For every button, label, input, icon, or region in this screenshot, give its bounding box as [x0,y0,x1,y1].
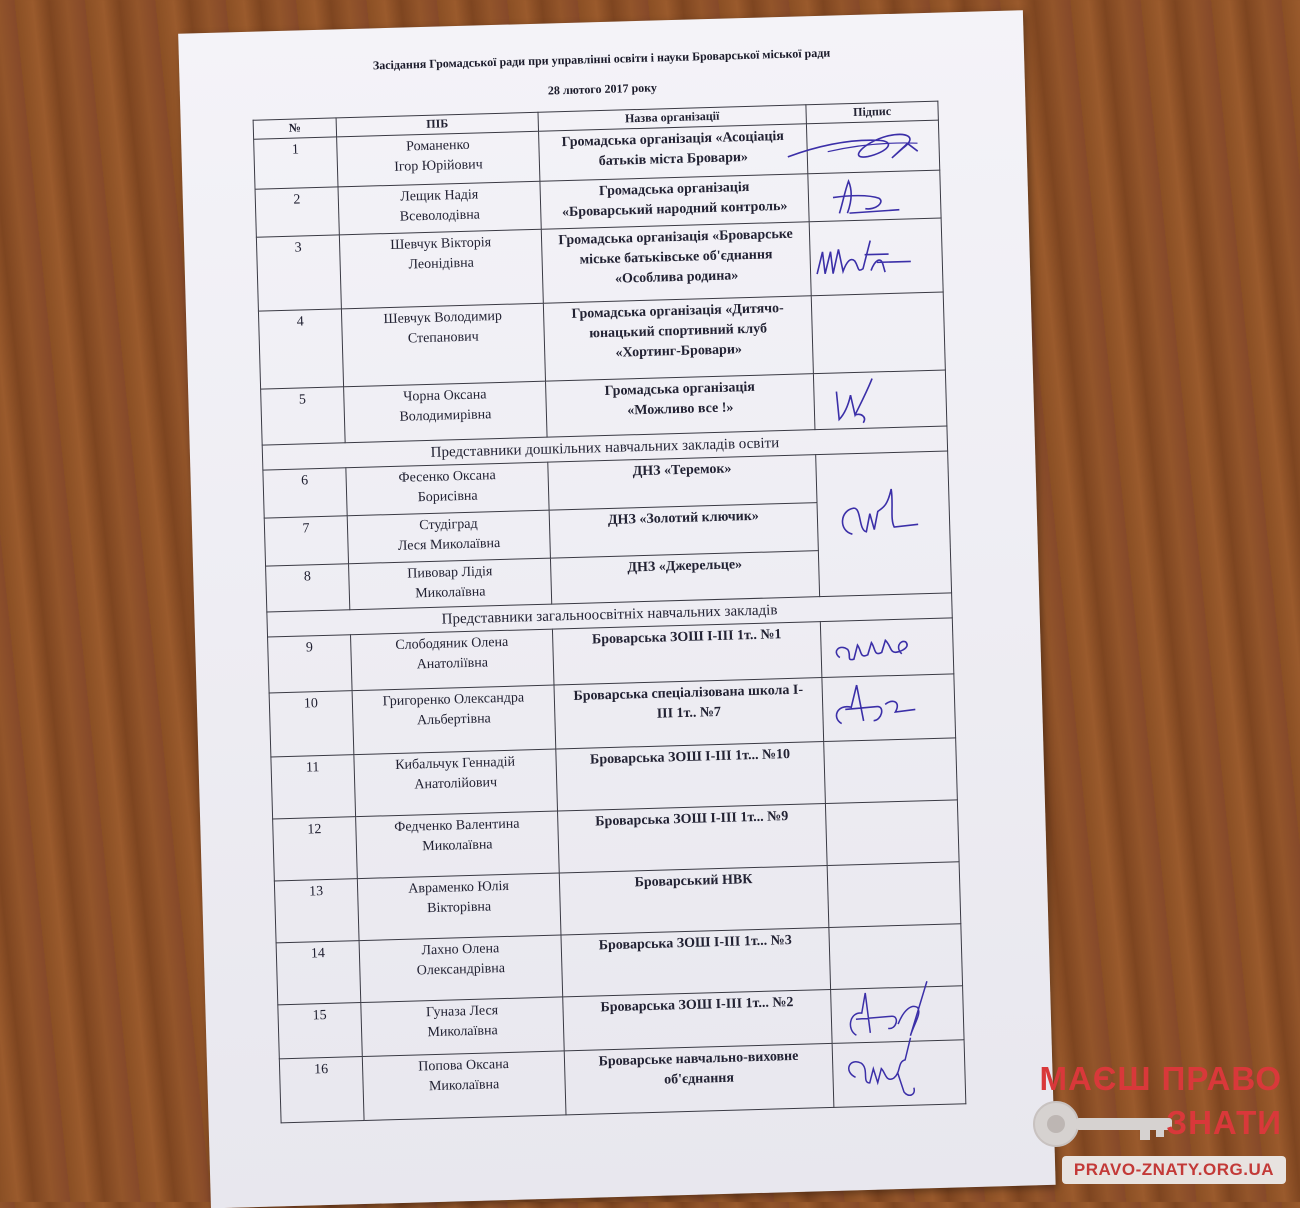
row-name [357,873,561,941]
signature-mark [822,674,954,742]
name-line: Володимирівна [399,407,492,425]
watermark-logo [1030,1060,1292,1190]
signature-mark [807,121,938,175]
org-line: «Особлива родина» [614,268,739,287]
org-line: Громадська організація [604,379,756,400]
name-line: Миколаївна [415,584,486,602]
row-organization [539,124,808,181]
org-line: юнацький спортивний клуб [589,321,768,342]
document-page [178,10,1055,1208]
row-number: 16 [279,1057,364,1123]
row-number: 8 [266,564,350,612]
row-name [354,749,558,817]
section-heading-schools: Представники загальноосвітніх навчальних закладів [267,593,952,637]
row-organization [564,1043,834,1114]
org-line: Броварське навчально-виховне [598,1048,799,1070]
row-number: 1 [254,137,338,189]
document-title: Засідання Громадської ради при управлінні освіти і науки Броварської міської ради [372,45,831,73]
row-number: 3 [256,235,341,311]
org-line: «Можливо все !» [627,400,734,419]
row-number: 2 [255,187,339,237]
signature-cell [822,674,956,742]
row-name [352,685,556,755]
org-line: батьків міста Бровари» [598,149,749,170]
row-name [359,935,563,1003]
document-date: 28 лютого 2017 року [547,80,658,98]
signature-cell [824,738,958,804]
row-organization: ДНЗ «Золотий ключик» [549,503,818,558]
row-organization [554,678,824,749]
row-number: 9 [268,635,353,693]
row-name [351,629,554,691]
signature-cell [809,218,943,296]
org-line: Громадська організація «Дитячо- [571,300,784,322]
col-header-name: ПІБ [336,112,538,137]
signature-cell [806,120,939,174]
row-name [362,1051,566,1121]
signature-cell [813,370,947,430]
name-line: Борисівна [417,488,478,506]
org-line: «Броварський народний контроль» [561,198,788,221]
row-number: 11 [271,755,356,819]
name-line: Миколаївна [422,837,493,855]
row-number: 14 [276,941,361,1005]
signature-cell [811,292,945,374]
signature-cell [831,986,964,1044]
signature-cell [829,924,963,990]
row-name [339,229,543,309]
org-line: Броварська спеціалізована школа І- [573,682,804,705]
org-line: Громадська організація «Броварське [558,226,793,249]
signature-mark [814,371,946,431]
name-line: Вікторівна [426,899,492,917]
org-line: Громадська організація «Асоціація [561,128,785,151]
row-organization [540,174,809,229]
name-line: Кибальчук Геннадій [395,754,516,774]
name-line: Олександрівна [416,961,506,979]
row-name [341,303,545,387]
name-line: Анатоліївна [416,655,489,673]
name-line: Чорна Оксана [403,387,487,405]
row-name [346,462,549,516]
signature-mark [816,452,950,596]
row-organization: Броварська ЗОШ І-ІІІ 1т... №10 [556,742,826,811]
name-line: Лещик Надія [400,187,479,205]
col-header-number: № [253,118,336,139]
watermark-line2: ЗНАТИ [1166,1104,1282,1141]
row-number: 7 [264,516,348,566]
signature-mark [821,618,953,678]
signature-mark [831,986,962,1044]
row-number: 5 [261,387,346,445]
name-line: Анатолійович [414,775,498,793]
signature-cell [825,800,959,866]
row-organization: ДНЗ «Теремок» [548,455,817,510]
row-number: 12 [273,817,358,881]
name-line: Альбертівна [416,711,492,729]
watermark-url: PRAVO-ZNATY.ORG.UA [1062,1156,1286,1184]
org-line: ІІІ 1т.. №7 [656,704,722,722]
row-organization [541,222,811,303]
name-line: Фесенко Оксана [398,468,496,486]
row-name [347,510,550,564]
signature-cell [820,618,954,678]
row-name [356,811,560,879]
row-organization: ДНЗ «Джерельце» [550,551,819,604]
row-organization: Броварська ЗОШ І-ІІІ 1т... №3 [561,927,831,996]
row-organization: Броварський НВК [559,866,829,935]
org-line: «Хортинг-Бровари» [615,342,743,361]
name-line: Леонідівна [408,255,475,273]
name-line: Попова Оксана [418,1056,510,1075]
section-heading-preschool: Представники дошкільних навчальних закладів освіти [262,426,947,470]
name-line: Миколаївна [427,1023,498,1041]
signature-cell [832,1040,966,1108]
name-line: Гуназа Леся [425,1003,499,1021]
row-organization: Броварська ЗОШ І-ІІІ 1т... №9 [558,804,828,873]
row-number: 15 [278,1003,362,1059]
signature-mark [833,1040,965,1108]
row-number: 4 [258,309,343,389]
col-header-organization: Назва організації [538,105,806,131]
name-line: Леся Миколаївна [397,536,501,554]
row-name [349,558,552,610]
row-name [344,381,547,443]
row-number: 10 [269,691,354,757]
name-line: Шевчук Володимир [383,308,503,328]
org-line: міське батьківське об'єднання [579,247,773,268]
name-line: Федченко Валентина [394,816,520,836]
name-line: Пивовар Лідія [407,564,493,582]
name-line: Григоренко Олександра [382,690,525,710]
name-line: Ігор Юрійович [394,157,483,175]
name-line: Миколаївна [428,1077,500,1095]
key-icon [1030,1098,1180,1154]
row-number: 13 [274,879,359,943]
org-line: об'єднання [663,1070,735,1088]
row-organization [546,374,815,437]
signature-mark [808,171,939,223]
row-name [361,997,564,1057]
row-organization [543,296,813,381]
name-line: Степанович [407,329,479,347]
org-line: Громадська організація [598,179,750,200]
name-line: Шевчук Вікторія [390,235,492,253]
signature-mark [810,219,942,297]
name-line: Лахно Олена [421,941,500,959]
signature-cell [808,170,941,222]
row-name [338,181,541,235]
name-line: Студіград [419,516,478,534]
name-line: Романенко [405,137,470,155]
name-line: Слободяник Олена [395,634,509,653]
attendance-table [253,101,967,1124]
name-line: Всеволодівна [399,207,481,225]
watermark-line1: МАЄШ ПРАВО [1039,1060,1282,1097]
row-number: 6 [263,468,347,518]
row-name [337,131,540,187]
name-line: Авраменко Юлія [408,878,510,897]
row-organization: Броварська ЗОШ І-ІІІ 1т.. №1 [552,622,821,685]
row-organization: Броварська ЗОШ І-ІІІ 1т... №2 [563,989,832,1050]
signature-cell [816,451,952,597]
signature-cell [827,862,961,928]
col-header-signature: Підпис [806,101,938,124]
